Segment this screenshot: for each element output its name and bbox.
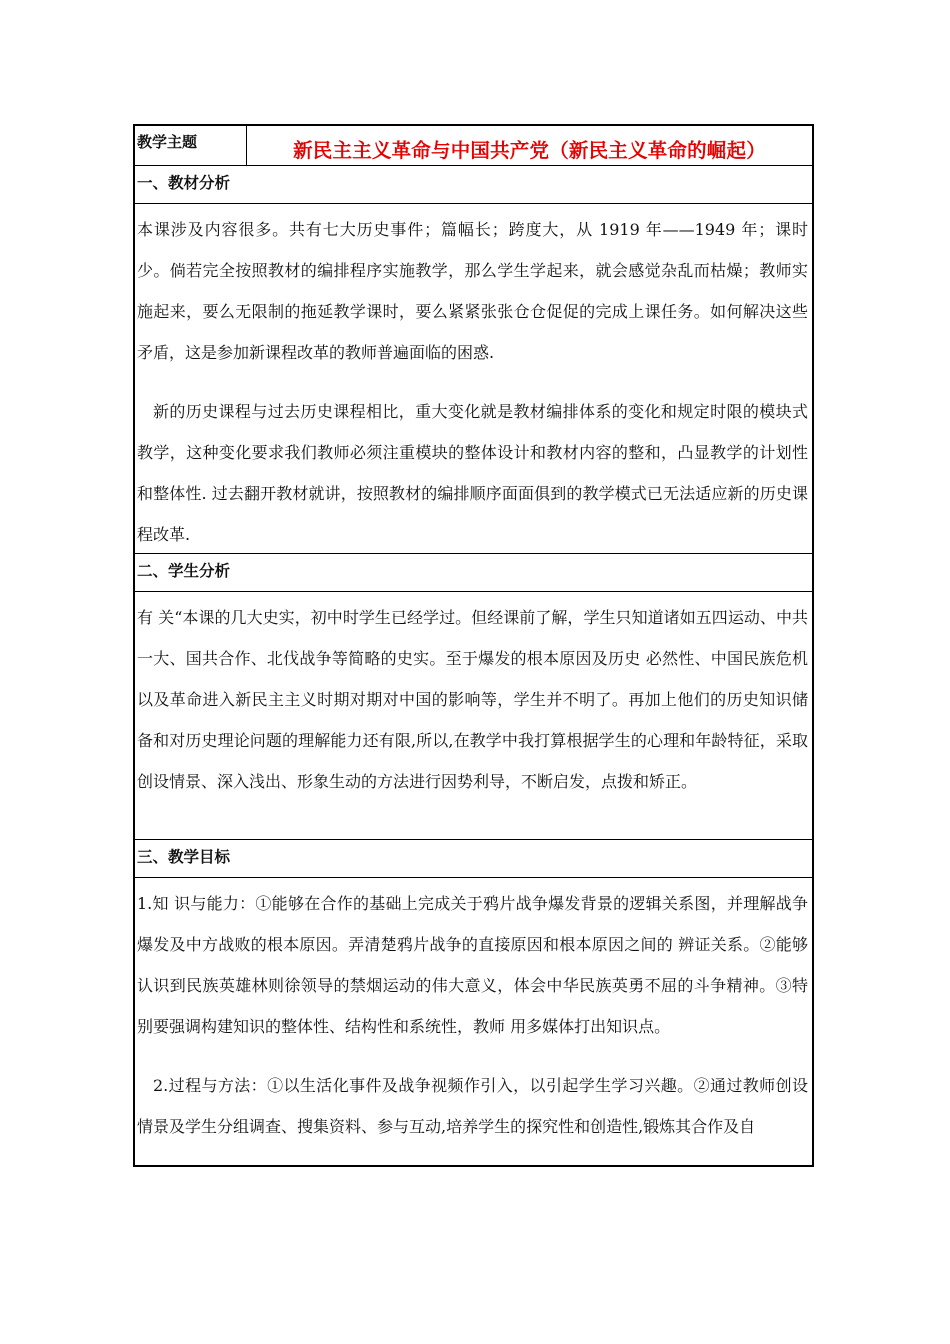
- section-body-textbook-analysis: [135, 203, 812, 553]
- section-heading-teaching-goals: 三、教学目标: [135, 839, 812, 877]
- topic-label: 教学主题: [135, 126, 247, 165]
- section-body-student-analysis: [135, 591, 812, 839]
- paragraph: 2.过程与方法：①以生活化事件及战争视频作引入，以引起学生学习兴趣。②通过教师创设情景及学生分组调查、搜集资料、参与互动,培养学生的探究性和创造性,锻炼其合作及自: [137, 1076, 808, 1136]
- lesson-plan-table: [133, 124, 814, 1167]
- paragraph: 有 关“本课的几大史实，初中时学生已经学过。但经课前了解，学生只知道诸如五四运动、中共一大、国共合作、北伐战争等简略的史实。至于爆发的根本原因及历史 必然性、中国民族危机以及革命进入新民主主义时期对期对中国的影响等，学生并不明了。再加上他们的历史知识储备和对历史理论问题的理解能力还有限,所以,在教学中我打算根据学生的心理和年龄特征，采取创设情景、深入浅出、形象生动的方法进行因势利导，不断启发，点拨和矫正。: [137, 608, 808, 791]
- paragraph: 本课涉及内容很多。共有七大历史事件；篇幅长；跨度大，从 1919 年——1949 年；课时少。倘若完全按照教材的编排程序实施教学，那么学生学起来，就会感觉杂乱而枯燥；教师实施起来，要么无限制的拖延教学课时，要么紧紧张张仓仓促促的完成上课任务。如何解决这些矛盾，这是参加新课程改革的教师普遍面临的困惑.: [137, 220, 808, 362]
- section-heading-textbook-analysis: 一、教材分析: [135, 165, 812, 203]
- section-body-teaching-goals: [135, 877, 812, 1165]
- paragraph: 1.知 识与能力：①能够在合作的基础上完成关于鸦片战争爆发背景的逻辑关系图，并理解战争爆发及中方战败的根本原因。弄清楚鸦片战争的直接原因和根本原因之间的 辨证关系。②能够认识到民族英雄林则徐领导的禁烟运动的伟大意义，体会中华民族英勇不屈的斗争精神。③特别要强调构建知识的整体性、结构性和系统性，教师 用多媒体打出知识点。: [137, 894, 808, 1036]
- paragraph: 新的历史课程与过去历史课程相比，重大变化就是教材编排体系的变化和规定时限的模块式教学，这种变化要求我们教师必须注重模块的整体设计和教材内容的整和，凸显教学的计划性和整体性. 过去翻开教材就讲，按照教材的编排顺序面面俱到的教学模式已无法适应新的历史课程改革.: [137, 402, 808, 544]
- section-heading-student-analysis: 二、学生分析: [135, 553, 812, 591]
- lesson-title: 新民主主义革命与中国共产党（新民主义革命的崛起）: [293, 139, 766, 162]
- title-row: [135, 126, 812, 165]
